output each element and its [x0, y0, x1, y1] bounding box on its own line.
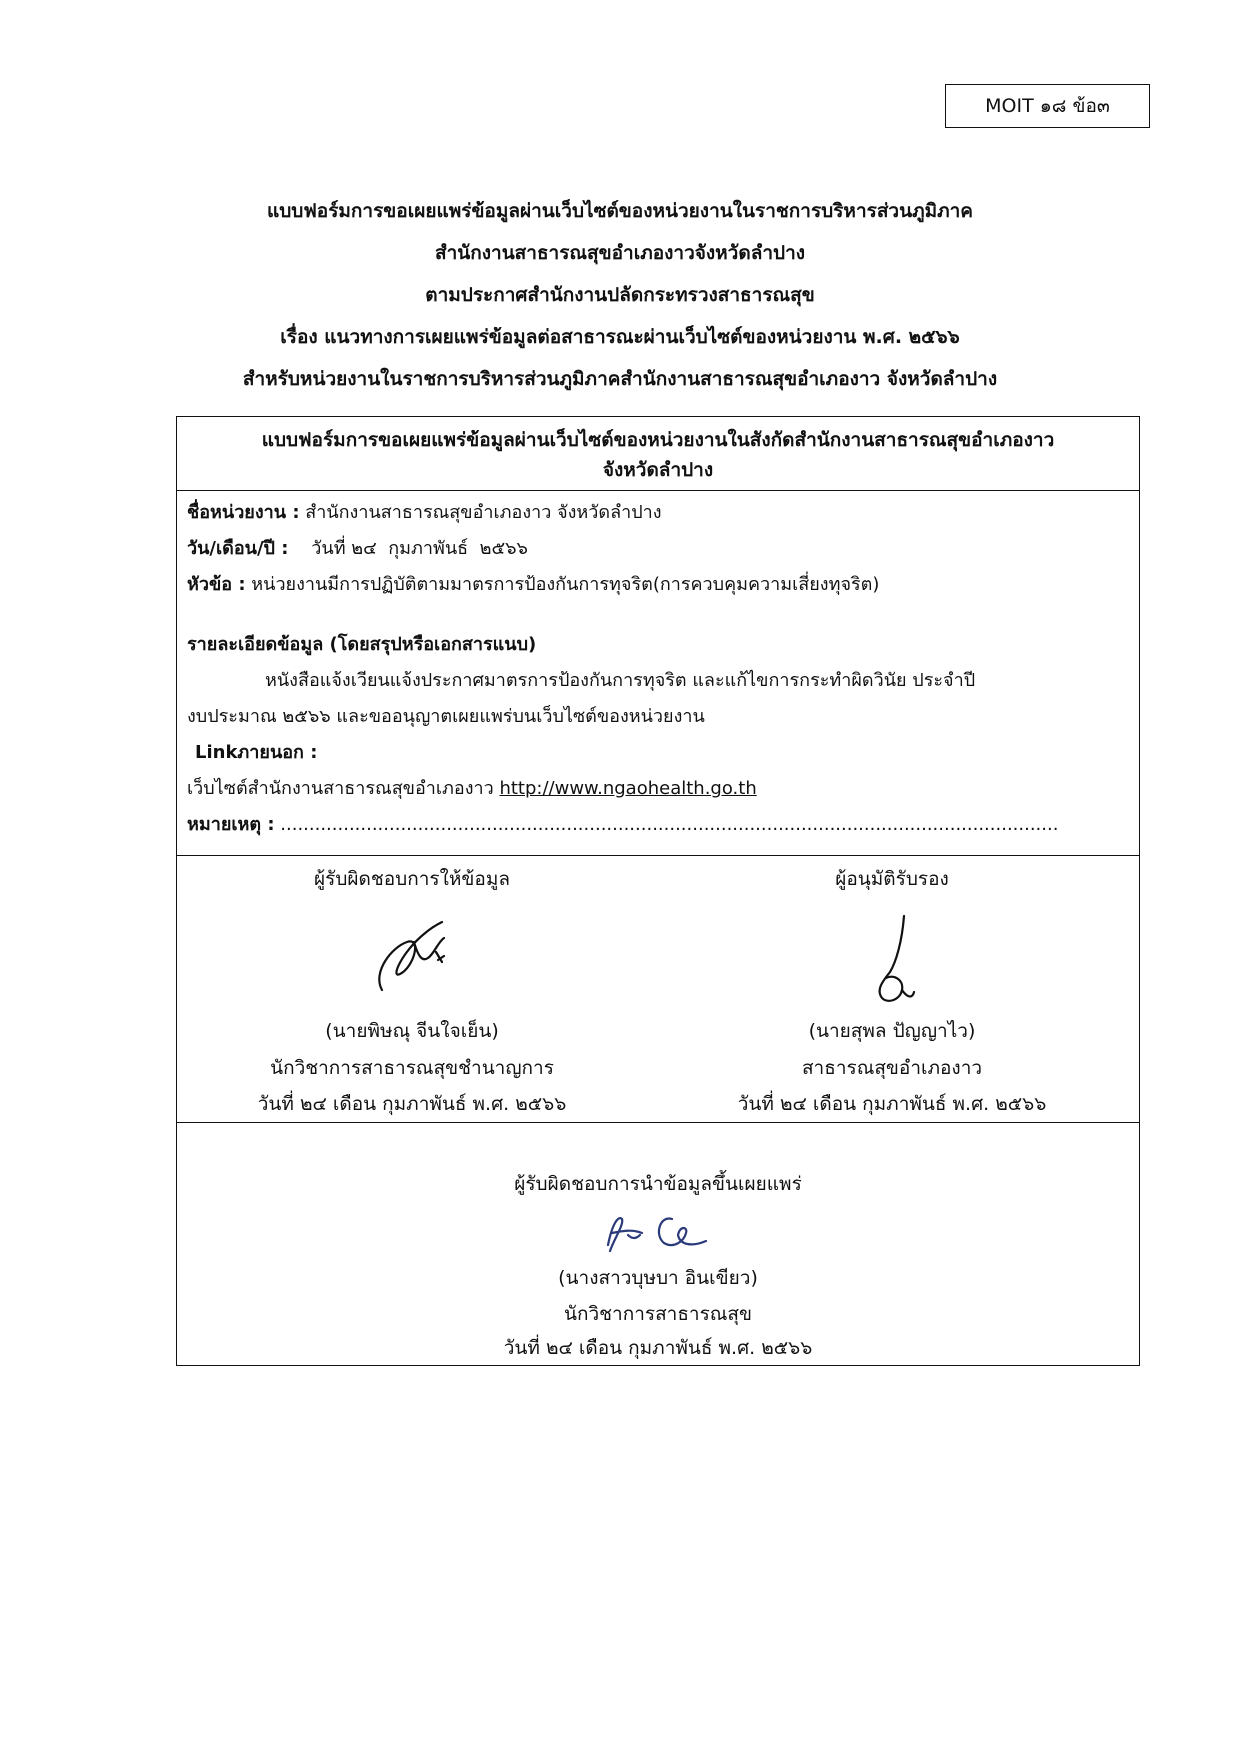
- topic-label: หัวข้อ :: [187, 574, 246, 595]
- publisher-name: (นางสาวบุษบา อินเขียว): [558, 1267, 758, 1289]
- approval-signatures-section: [177, 856, 1139, 1123]
- approver-date: วันที่ ๒๔ เดือน กุมภาพันธ์ พ.ศ. ๒๕๖๖: [737, 1093, 1047, 1115]
- date-label: วัน/เดือน/ปี :: [187, 538, 289, 559]
- header-line-3: ตามประกาศสำนักงานปลัดกระทรวงสาธารณสุข: [425, 284, 815, 306]
- provider-name: (นายพิษณุ จีนใจเย็น): [325, 1020, 499, 1042]
- topic-value: หน่วยงานมีการปฏิบัติตามมาตรการป้องกันการทุจริต(การควบคุมความเสี่ยงทุจริต): [245, 574, 880, 595]
- approver-signature: [657, 912, 1127, 1002]
- header-line-5: สำหรับหน่วยงานในราชการบริหารส่วนภูมิภาคสำนักงานสาธารณสุขอำเภองาว จังหวัดลำปาง: [242, 368, 998, 390]
- approver-position: สาธารณสุขอำเภองาว: [801, 1057, 983, 1079]
- header-line-1: แบบฟอร์มการขอเผยแพร่ข้อมูลผ่านเว็บไซต์ของหน่วยงานในราชการบริหารส่วนภูมิภาค: [266, 200, 974, 222]
- details-line-1: หนังสือแจ้งเวียนแจ้งประกาศมาตรการป้องกันการทุจริต และแก้ไขการกระทำผิดวินัย ประจำปี: [265, 670, 976, 691]
- document-header: [100, 190, 1140, 400]
- website-link[interactable]: http://www.ngaohealth.go.th: [499, 778, 757, 799]
- agency-label: ชื่อหน่วยงาน :: [187, 502, 300, 523]
- publisher-role: ผู้รับผิดชอบการนำข้อมูลขึ้นเผยแพร่: [514, 1173, 802, 1195]
- note-row: [187, 807, 1129, 843]
- details-line-2: งบประมาณ ๒๕๖๖ และขออนุญาตเผยแพร่บนเว็บไซต์ของหน่วยงาน: [187, 706, 705, 727]
- provider-role: ผู้รับผิดชอบการให้ข้อมูล: [314, 868, 510, 890]
- details-label: รายละเอียดข้อมูล (โดยสรุปหรือเอกสารแนบ): [187, 634, 537, 655]
- document-code: MOIT ๑๘ ข้อ๓: [985, 95, 1110, 117]
- publisher-signature-section: [177, 1123, 1139, 1361]
- agency-value: สำนักงานสาธารณสุขอำเภองาว จังหวัดลำปาง: [299, 502, 662, 523]
- document-code-box: [945, 84, 1150, 128]
- website-row: [187, 771, 1129, 807]
- request-form-table: [176, 416, 1140, 1366]
- date-row: [187, 531, 1129, 567]
- agency-row: [187, 495, 1129, 531]
- provider-date: วันที่ ๒๔ เดือน กุมภาพันธ์ พ.ศ. ๒๕๖๖: [257, 1093, 567, 1115]
- note-dots: ........................................................................................................................................: [274, 814, 1059, 835]
- form-title-line-2: จังหวัดลำปาง: [602, 459, 714, 481]
- external-link-label: Linkภายนอก :: [195, 742, 318, 763]
- form-title-line-1: แบบฟอร์มการขอเผยแพร่ข้อมูลผ่านเว็บไซต์ของหน่วยงานในสังกัดสำนักงานสาธารณสุขอำเภองาว: [261, 429, 1055, 451]
- header-line-4: เรื่อง แนวทางการเผยแพร่ข้อมูลต่อสาธารณะผ่านเว็บไซต์ของหน่วยงาน พ.ศ. ๒๕๖๖: [280, 326, 960, 348]
- form-title-section: [177, 417, 1139, 491]
- topic-row: [187, 567, 1129, 603]
- form-details-section: [177, 491, 1139, 856]
- date-value: วันที่ ๒๔ กุมภาพันธ์ ๒๕๖๖: [288, 538, 528, 559]
- approver-role: ผู้อนุมัติรับรอง: [835, 868, 949, 890]
- header-line-2: สำนักงานสาธารณสุขอำเภองาวจังหวัดลำปาง: [434, 242, 806, 264]
- note-label: หมายเหตุ :: [187, 814, 275, 835]
- provider-signature: [177, 912, 647, 1002]
- publisher-date: วันที่ ๒๔ เดือน กุมภาพันธ์ พ.ศ. ๒๕๖๖: [503, 1337, 813, 1359]
- provider-position: นักวิชาการสาธารณสุขชำนาญการ: [270, 1057, 554, 1079]
- publisher-position: นักวิชาการสาธารณสุข: [563, 1303, 753, 1325]
- website-text: เว็บไซต์สำนักงานสาธารณสุขอำเภองาว: [187, 778, 500, 799]
- approver-name: (นายสุพล ปัญญาไว): [808, 1020, 976, 1042]
- publisher-signature: [177, 1205, 1139, 1261]
